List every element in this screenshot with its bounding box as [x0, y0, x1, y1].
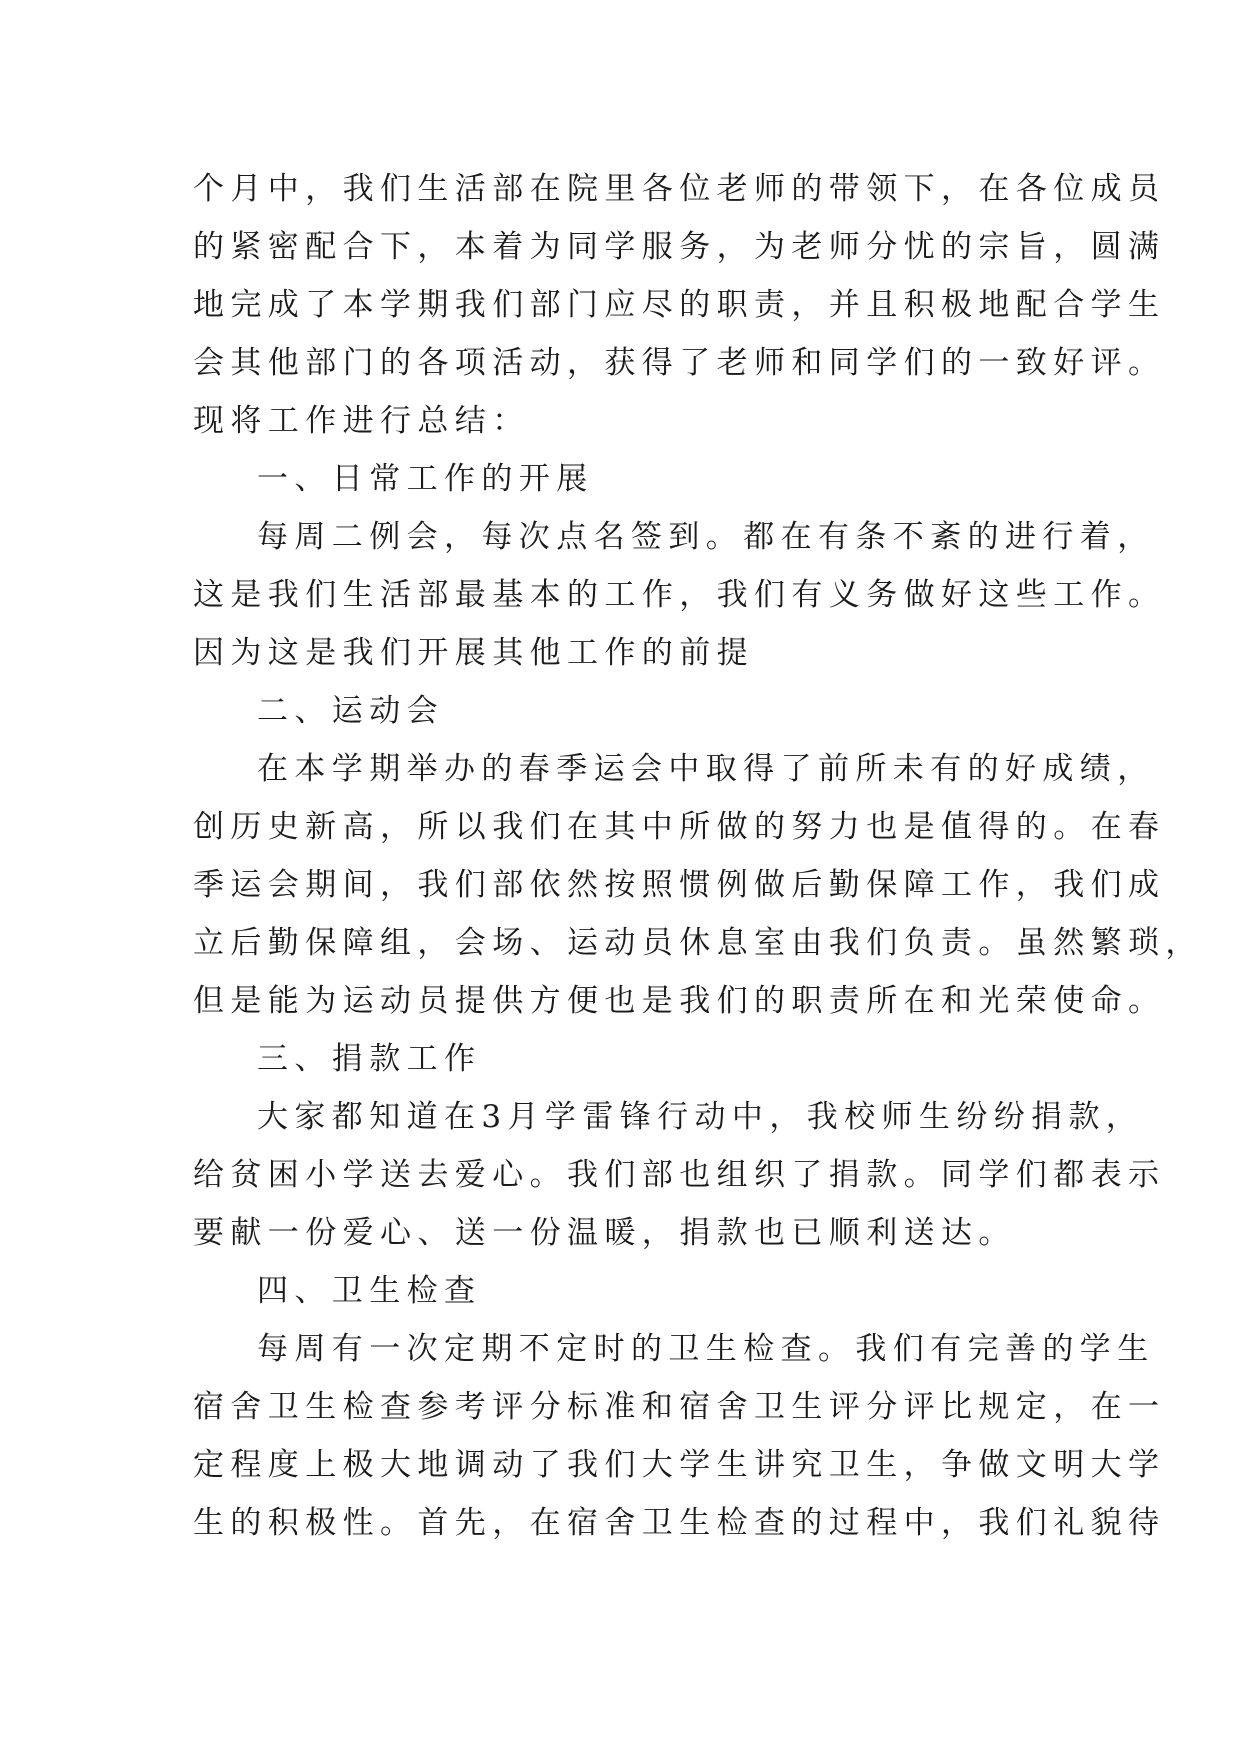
text-line: 地完成了本学期我们部门应尽的职责，并且积极地配合学生 [193, 287, 1166, 323]
text-line: 季运会期间，我们部依然按照惯例做后勤保障工作，我们成 [193, 867, 1166, 903]
text-line: 会其他部门的各项活动，获得了老师和同学们的一致好评。 [193, 345, 1166, 381]
text-line: 这是我们生活部最基本的工作，我们有义务做好这些工作。 [193, 577, 1166, 613]
text-line: 个月中，我们生活部在院里各位老师的带领下，在各位成员 [193, 171, 1166, 207]
paragraph-first-line: 三、捐款工作 [257, 1041, 482, 1077]
text-line: 定程度上极大地调动了我们大学生讲究卫生，争做文明大学 [193, 1447, 1166, 1483]
text-line: 宿舍卫生检查参考评分标准和宿舍卫生评分评比规定，在一 [193, 1389, 1166, 1425]
paragraph-first-line: 二、运动会 [257, 693, 444, 729]
text-line: 立后勤保障组，会场、运动员休息室由我们负责。虽然繁琐， [193, 925, 1203, 961]
paragraph-first-line: 大家都知道在3月学雷锋行动中，我校师生纷纷捐款， [257, 1099, 1144, 1135]
text-line: 的紧密配合下，本着为同学服务，为老师分忧的宗旨，圆满 [193, 229, 1166, 265]
text-line: 生的积极性。首先，在宿舍卫生检查的过程中，我们礼貌待 [193, 1505, 1166, 1541]
paragraph-first-line: 在本学期举办的春季运会中取得了前所未有的好成绩， [257, 751, 1155, 787]
text-line: 现将工作进行总结： [193, 403, 530, 439]
text-line: 但是能为运动员提供方便也是我们的职责所在和光荣使命。 [193, 983, 1166, 1019]
document-body [193, 160, 1203, 1552]
text-line: 因为这是我们开展其他工作的前提 [193, 635, 754, 671]
paragraph-first-line: 四、卫生检查 [257, 1273, 482, 1309]
paragraph-first-line: 一、日常工作的开展 [257, 461, 594, 497]
text-line: 要献一份爱心、送一份温暖，捐款也已顺利送达。 [193, 1215, 1016, 1251]
paragraph-first-line: 每周有一次定期不定时的卫生检查。我们有完善的学生 [257, 1331, 1155, 1367]
paragraph-first-line: 每周二例会，每次点名签到。都在有条不紊的进行着， [257, 519, 1155, 555]
text-line: 给贫困小学送去爱心。我们部也组织了捐款。同学们都表示 [193, 1157, 1166, 1193]
text-line: 创历史新高，所以我们在其中所做的努力也是值得的。在春 [193, 809, 1166, 845]
